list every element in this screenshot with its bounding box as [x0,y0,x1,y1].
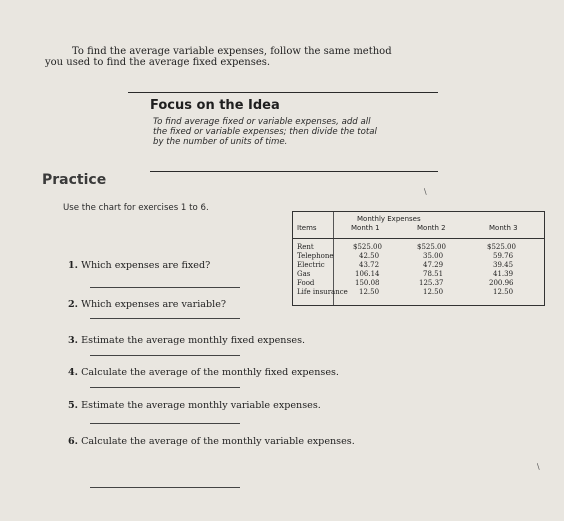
row-value-m1: 106.14 [355,270,380,278]
row-value-m3: 59.76 [493,252,514,260]
answer-line-2[interactable] [90,318,240,319]
row-value-m2: 78.51 [423,270,444,278]
row-value-m3: $525.00 [487,243,516,251]
question-number: 6. [68,436,79,447]
answer-line-1[interactable] [90,287,240,288]
focus-bottom-rule [150,171,438,172]
question-number: 1. [68,260,79,271]
practice-instruction: Use the chart for exercises 1 to 6. [63,203,209,213]
question-5 [68,400,321,411]
row-value-m2: 12.50 [423,288,444,296]
table-row-electric [297,261,542,269]
question-4 [68,367,339,378]
row-item: Telephone [297,252,334,260]
question-number: 3. [68,335,79,346]
row-value-m1: 42.50 [359,252,380,260]
month-3-header: Month 3 [489,224,518,232]
focus-line-1: To find average fixed or variable expenses, add all [153,117,371,127]
question-text: Which expenses are variable? [81,299,227,310]
item-column-header: Items [297,224,317,232]
row-value-m1: 150.08 [355,279,380,287]
question-text: Estimate the average monthly fixed expenses. [81,335,306,346]
row-value-m2: $525.00 [417,243,446,251]
answer-line-4[interactable] [90,387,240,388]
focus-title: Focus on the Idea [150,98,280,113]
answer-line-6[interactable] [90,487,240,488]
row-value-m2: 35.00 [423,252,444,260]
question-number: 5. [68,400,79,411]
table-row-life-insurance [297,288,542,296]
monthly-expenses-header: Monthly Expenses [357,215,421,223]
monthly-expenses-table [292,211,545,306]
focus-line-2: the fixed or variable expenses; then divide the total [153,127,377,137]
question-text: Calculate the average of the monthly fixed expenses. [81,367,339,378]
pencil-tick-mark: / [421,187,430,196]
month-2-header: Month 2 [417,224,446,232]
month-1-header: Month 1 [351,224,380,232]
row-item: Electric [297,261,325,269]
question-number: 2. [68,299,79,310]
question-3 [68,335,305,346]
row-value-m3: 39.45 [493,261,514,269]
table-row-food [297,279,542,287]
question-number: 4. [68,367,79,378]
table-header-divider [293,238,544,239]
row-value-m1: 12.50 [359,288,380,296]
question-text: Calculate the average of the monthly variable expenses. [81,436,355,447]
table-row-rent [297,243,542,251]
row-value-m2: 47.29 [423,261,444,269]
intro-line-2: you used to find the average fixed expenses. [45,57,271,68]
pencil-tick-mark: / [534,462,543,471]
question-text: Which expenses are fixed? [81,260,211,271]
row-item: Life insurance [297,288,348,296]
focus-body [153,117,377,147]
focus-line-3: by the number of units of time. [153,137,288,147]
row-item: Rent [297,243,314,251]
row-value-m3: 41.39 [493,270,514,278]
table-row-gas [297,270,542,278]
answer-line-5[interactable] [90,423,240,424]
row-value-m3: 200.96 [489,279,514,287]
intro-paragraph [45,46,392,68]
practice-heading: Practice [42,172,107,188]
question-text: Estimate the average monthly variable expenses. [81,400,321,411]
row-value-m3: 12.50 [493,288,514,296]
answer-line-3[interactable] [90,355,240,356]
question-6 [68,436,355,447]
question-1 [68,260,210,271]
intro-line-1: To find the average variable expenses, follow the same method [72,46,392,57]
row-value-m1: $525.00 [353,243,382,251]
focus-top-rule [128,92,438,93]
row-value-m2: 125.37 [419,279,444,287]
row-value-m1: 43.72 [359,261,380,269]
row-item: Food [297,279,315,287]
question-2 [68,299,226,310]
row-item: Gas [297,270,311,278]
table-row-telephone [297,252,542,260]
